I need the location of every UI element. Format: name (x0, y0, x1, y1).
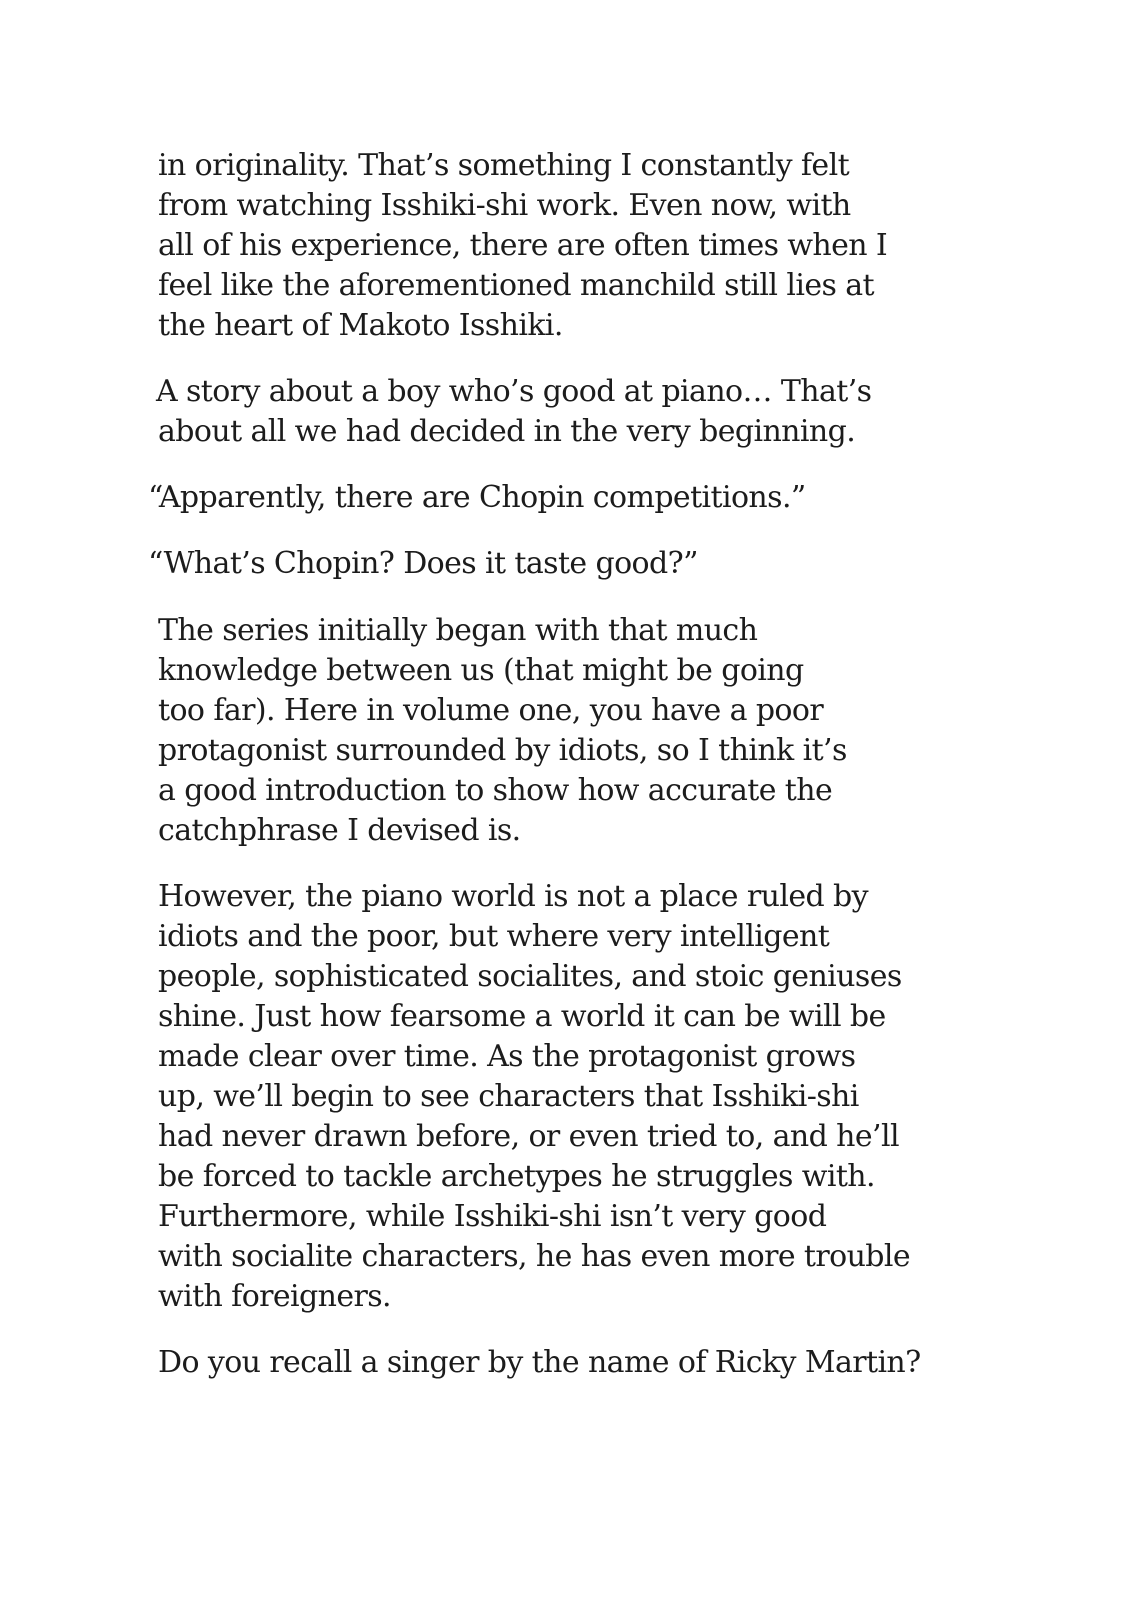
paragraph-6-line-10: with socialite characters, he has even more trouble (158, 1239, 911, 1274)
dialogue-line-1: “Apparently, there are Chopin competitions.” (148, 480, 806, 515)
paragraph-6-line-7: had never drawn before, or even tried to, and he’ll (158, 1119, 899, 1154)
paragraph-2-line-1: A story about a boy who’s good at piano… That’s (156, 374, 872, 409)
paragraph-6-line-8: be forced to tackle archetypes he struggles with. (158, 1159, 875, 1194)
paragraph-6-line-2: idiots and the poor, but where very intelligent (158, 919, 830, 954)
paragraph-5-line-6: catchphrase I devised is. (158, 813, 521, 848)
paragraph-6-line-11: with foreigners. (158, 1279, 391, 1314)
paragraph-5-line-4: protagonist surrounded by idiots, so I think it’s (158, 733, 847, 768)
paragraph-5-line-2: knowledge between us (that might be going (158, 653, 804, 688)
paragraph-5-line-5: a good introduction to show how accurate the (158, 773, 833, 808)
paragraph-6-line-4: shine. Just how fearsome a world it can be will be (158, 999, 886, 1034)
paragraph-6-line-9: Furthermore, while Isshiki-shi isn’t very good (158, 1199, 827, 1234)
paragraph-1-line-1: in originality. That’s something I constantly felt (158, 148, 850, 183)
paragraph-6-line-3: people, sophisticated socialites, and stoic geniuses (158, 959, 902, 994)
paragraph-6-line-6: up, we’ll begin to see characters that Isshiki-shi (158, 1079, 859, 1114)
paragraph-1-line-3: all of his experience, there are often times when I (158, 228, 888, 263)
paragraph-1-line-5: the heart of Makoto Isshiki. (158, 308, 563, 343)
paragraph-5-line-3: too far). Here in volume one, you have a poor (158, 693, 824, 728)
paragraph-6-line-1: However, the piano world is not a place ruled by (158, 879, 868, 914)
closing-question: Do you recall a singer by the name of Ricky Martin? (158, 1345, 921, 1380)
paragraph-5-line-1: The series initially began with that much (158, 613, 758, 648)
paragraph-2-line-2: about all we had decided in the very beginning. (158, 414, 856, 449)
paragraph-6-line-5: made clear over time. As the protagonist grows (158, 1039, 856, 1074)
dialogue-line-2: “What’s Chopin? Does it taste good?” (148, 546, 698, 581)
paragraph-1-line-2: from watching Isshiki-shi work. Even now, with (158, 188, 851, 223)
paragraph-1-line-4: feel like the aforementioned manchild still lies at (158, 268, 874, 303)
